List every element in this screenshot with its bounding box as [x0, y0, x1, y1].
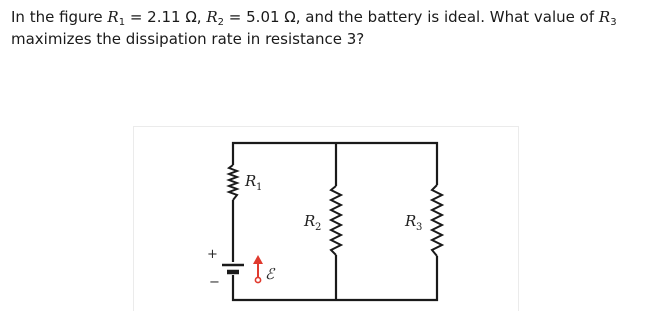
battery-plus-label: + — [207, 247, 218, 262]
battery — [222, 265, 244, 272]
r3-label-subscript: 3 — [416, 222, 423, 233]
r2-value: = 5.01 Ω, and the battery is ideal. What value of — [224, 8, 599, 26]
battery-minus-label: − — [209, 275, 220, 290]
resistor-r1 — [229, 165, 237, 200]
r1-label-subscript: 1 — [256, 182, 263, 193]
r3-subscript: 3 — [610, 17, 617, 28]
question-intro: In the figure — [11, 8, 108, 26]
r2-subscript: 2 — [217, 17, 225, 28]
resistor-r3 — [432, 185, 442, 256]
r2-label: R — [304, 212, 316, 230]
r3-label: R — [405, 212, 417, 230]
r1-label: R — [245, 172, 257, 190]
resistor-r2 — [331, 186, 341, 255]
r1-symbol: R — [107, 8, 119, 26]
r1-value: = 2.11 Ω, — [125, 8, 207, 26]
r2-label-subscript: 2 — [315, 222, 322, 233]
emf-label: ℰ — [265, 265, 275, 283]
r1-subscript: 1 — [118, 17, 126, 28]
emf-arrow-icon — [253, 255, 263, 283]
r2-symbol: R — [206, 8, 218, 26]
r3-symbol: R — [598, 8, 611, 26]
question-ending: maximizes the dissipation rate in resistance 3? — [11, 30, 365, 48]
